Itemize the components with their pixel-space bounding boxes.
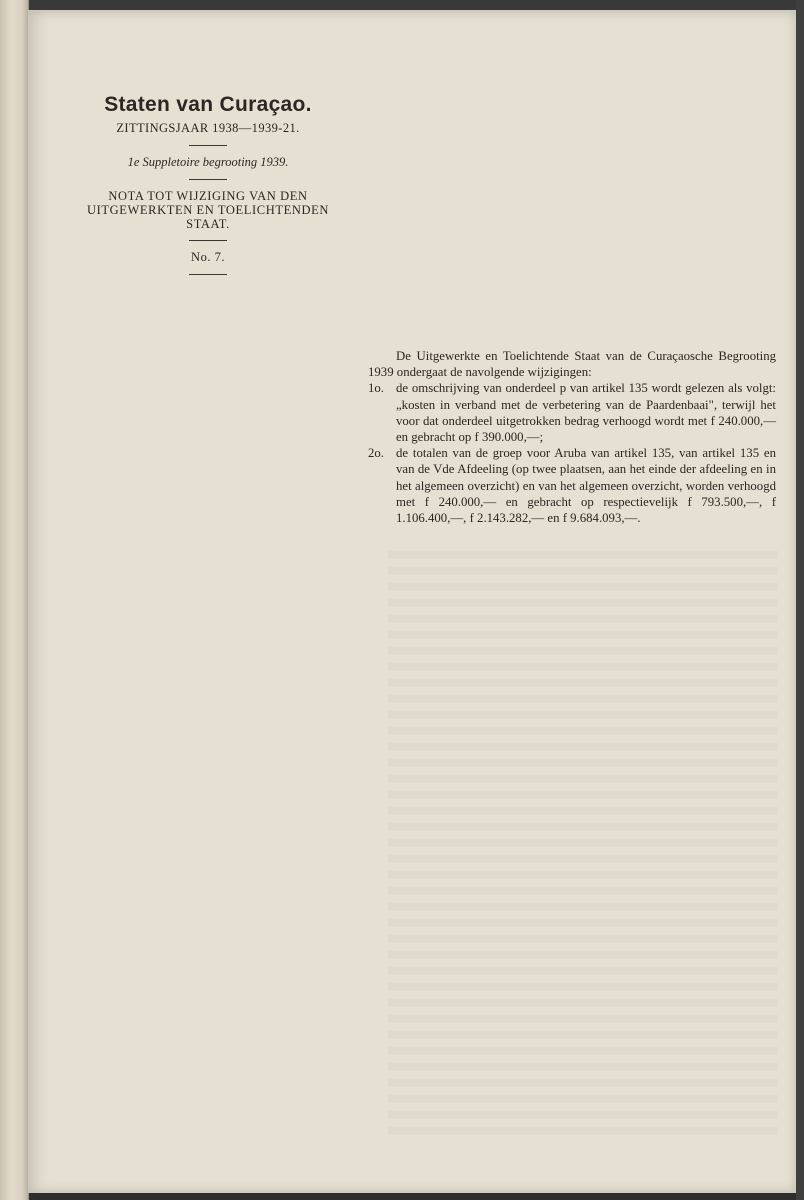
list-item-number: 1o. <box>368 381 384 396</box>
list-item <box>368 380 776 445</box>
left-page-edge <box>0 0 29 1200</box>
document-header <box>58 93 358 284</box>
document-body <box>368 348 776 526</box>
document-number: No. 7. <box>191 250 225 264</box>
document-title: Staten van Curaçao. <box>104 93 312 116</box>
scan-right-border <box>796 0 804 1200</box>
nota-line-3: STAAT. <box>186 217 230 231</box>
intro-paragraph: De Uitgewerkte en Toelichtende Staat van de Curaçaosche Begrooting 1939 ondergaat de navolgende wijzigingen: <box>368 349 776 380</box>
list-item <box>368 445 776 526</box>
list-item-number: 2o. <box>368 446 384 461</box>
supplement-title: 1e Suppletoire begrooting 1939. <box>127 155 289 169</box>
list-item-text: de omschrijving van onderdeel p van artikel 135 wordt gelezen als volgt: „kosten in verband met de verbetering van de Paardenbaai", terwijl het voor dat onderdeel uitgetrokken bedrag verhoogd wordt met f 240.000,— en gebracht op f 390.000,—; <box>396 381 776 445</box>
session-year: ZITTINGSJAAR 1938—1939-21. <box>116 121 300 135</box>
divider <box>189 240 227 241</box>
bleed-through-texture <box>388 551 778 1141</box>
divider <box>189 274 227 275</box>
nota-line-1: NOTA TOT WIJZIGING VAN DEN <box>108 189 308 203</box>
document-page <box>28 10 796 1193</box>
divider <box>189 179 227 180</box>
divider <box>189 145 227 146</box>
nota-heading <box>58 189 358 231</box>
nota-line-2: UITGEWERKTEN EN TOELICHTENDEN <box>87 203 329 217</box>
list-item-text: de totalen van de groep voor Aruba van artikel 135, van artikel 135 en van de Vde Afdeeling (op twee plaatsen, aan het einde der afdeeling en in het algemeen overzicht) en van het algemeen overzicht, worden verhoogd met f 240.000,— en gebracht op respectievelijk f 793.500,—, f 1.106.400,—, f 2.143.282,— en f 9.684.093,—. <box>396 446 776 526</box>
